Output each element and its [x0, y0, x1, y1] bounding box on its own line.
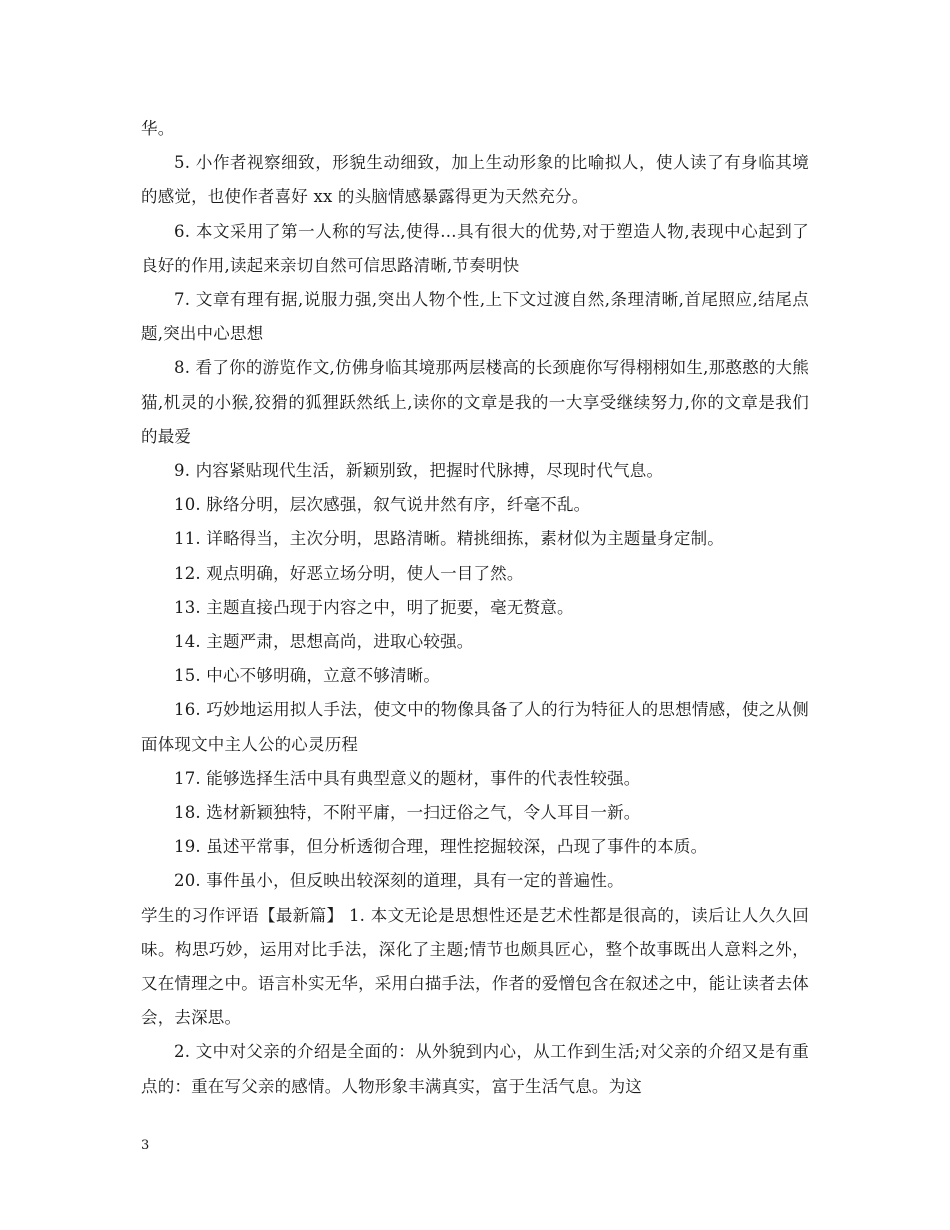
comment-item-15: 15. 中心不够明确，立意不够清晰。: [174, 666, 441, 686]
comment-item-9: 9. 内容紧贴现代生活，新颖别致，把握时代脉搏，尽现时代气息。: [174, 461, 664, 481]
section-heading-paragraph: 学生的习作评语【最新篇】 1. 本文无论是思想性还是艺术性都是很高的，读后让人久久回味。构思巧妙，运用对比手法，深化了主题;情节也颇具匠心，整个故事既出人意料之外，又在情理之中。语言朴实无华，采用白描手法，作者的爱憎包含在叙述之中，能让读者去体会，去深思。: [141, 905, 809, 1028]
comment-item-16: 16. 巧妙地运用拟人手法，使文中的物像具备了人的行为特征人的思想情感，使之从侧面体现文中主人公的心灵历程: [141, 700, 809, 754]
comment-item-14: 14. 主题严肃，思想高尚，进取心较强。: [174, 632, 474, 652]
comment-item-10: 10. 脉络分明，层次感强，叙气说井然有序，纤毫不乱。: [174, 495, 591, 515]
comment-item-17: 17. 能够选择生活中具有典型意义的题材，事件的代表性较强。: [174, 768, 641, 788]
page-number: 3: [141, 1138, 150, 1153]
comment-item-12: 12. 观点明确，好恶立场分明，使人一目了然。: [174, 563, 524, 583]
document-body: [141, 112, 809, 1104]
comment-item-13: 13. 主题直接凸现于内容之中，明了扼要，毫无赘意。: [174, 597, 574, 617]
comment-item-18: 18. 选材新颖独特，不附平庸，一扫迂俗之气，令人耳目一新。: [174, 803, 641, 823]
comment-item-19: 19. 虽述平常事，但分析透彻合理，理性挖掘较深，凸现了事件的本质。: [174, 837, 708, 857]
comment-item-7: 7. 文章有理有据,说服力强,突出人物个性,上下文过渡自然,条理清晰,首尾照应,结尾点题,突出中心思想: [141, 290, 809, 344]
paragraph-continuation: 华。: [141, 119, 175, 138]
section-item-2: 2. 文中对父亲的介绍是全面的：从外貌到内心，从工作到生活;对父亲的介绍又是有重点的：重在写父亲的感情。人物形象丰满真实，富于生活气息。为这: [141, 1042, 809, 1096]
comment-item-20: 20. 事件虽小，但反映出较深刻的道理，具有一定的普遍性。: [174, 871, 624, 891]
comment-item-6: 6. 本文采用了第一人称的写法,使得…具有很大的优势,对于塑造人物,表现中心起到了良好的作用,读起来亲切自然可信思路清晰,节奏明快: [141, 221, 809, 275]
comment-item-8: 8. 看了你的游览作文,仿佛身临其境那两层楼高的长颈鹿你写得栩栩如生,那憨憨的大熊猫,机灵的小猴,狡猾的狐狸跃然纸上,读你的文章是我的一大享受继续努力,你的文章是我们的最爱: [141, 358, 809, 446]
comment-item-5: 5. 小作者视察细致，形貌生动细致，加上生动形象的比喻拟人，使人读了有身临其境的感觉，也使作者喜好 xx 的头脑情感暴露得更为天然充分。: [141, 153, 809, 207]
comment-item-11: 11. 详略得当，主次分明，思路清晰。精挑细拣，素材似为主题量身定制。: [174, 529, 724, 549]
